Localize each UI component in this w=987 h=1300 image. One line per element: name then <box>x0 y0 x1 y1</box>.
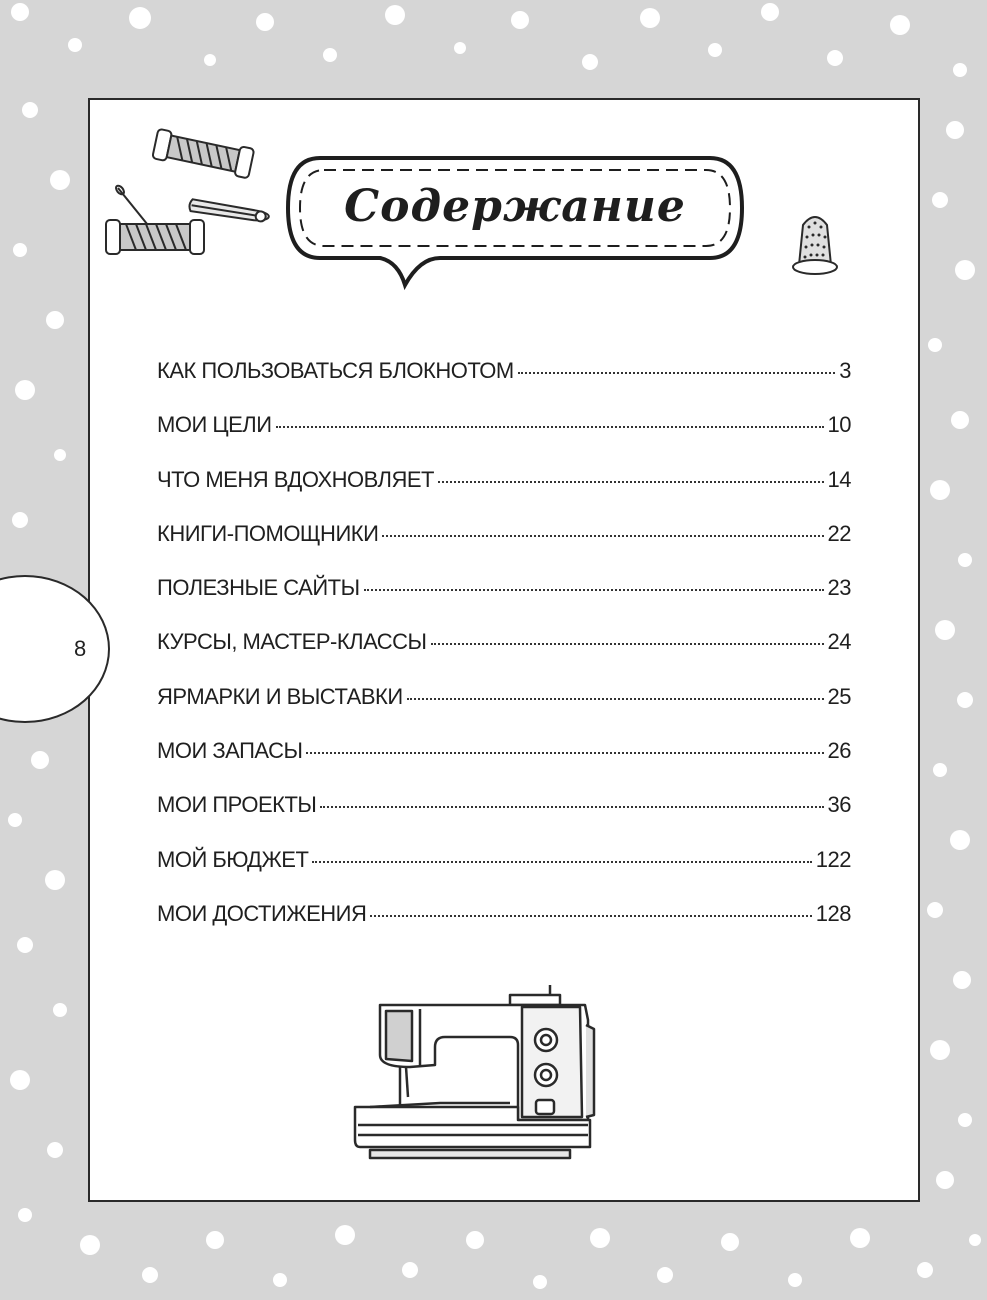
dot-leader <box>364 589 824 591</box>
toc-page-number: 26 <box>827 738 851 764</box>
toc-row[interactable] <box>157 412 851 466</box>
dot-leader <box>518 372 836 374</box>
dot-leader <box>320 806 823 808</box>
toc-page-number: 24 <box>827 629 851 655</box>
dot-leader <box>382 535 823 537</box>
toc-page-number: 128 <box>815 900 851 926</box>
toc-label: КУРСЫ, МАСТЕР-КЛАССЫ <box>157 629 427 655</box>
toc-row[interactable] <box>157 629 851 683</box>
toc-label: МОИ ДОСТИЖЕНИЯ <box>157 900 367 926</box>
toc-row[interactable] <box>157 738 851 792</box>
dot-leader <box>370 915 811 917</box>
sewing-machine-icon <box>350 985 600 1165</box>
toc-page-number: 23 <box>827 575 851 601</box>
toc-label: КНИГИ-ПОМОЩНИКИ <box>157 520 379 546</box>
toc-label: ЯРМАРКИ И ВЫСТАВКИ <box>157 683 403 709</box>
toc-page-number: 14 <box>827 466 851 492</box>
toc-page-number: 36 <box>827 792 851 818</box>
page-title: Содержание <box>344 181 686 232</box>
dot-leader <box>276 426 824 428</box>
dot-leader <box>312 861 811 863</box>
toc-label: МОЙ БЮДЖЕТ <box>157 846 309 872</box>
dot-leader <box>407 698 824 700</box>
toc-row[interactable] <box>157 792 851 846</box>
page-number: 8 <box>74 636 87 661</box>
toc-row[interactable] <box>157 901 851 955</box>
thread-spool-icon <box>150 125 260 185</box>
toc-label: МОИ ЗАПАСЫ <box>157 738 303 764</box>
toc-page-number: 22 <box>827 520 851 546</box>
toc-label: ПОЛЕЗНЫЕ САЙТЫ <box>157 575 360 601</box>
needle-icon <box>100 180 210 270</box>
dot-leader <box>306 752 823 754</box>
toc-row[interactable] <box>157 575 851 629</box>
toc-row[interactable] <box>157 521 851 575</box>
table-of-contents <box>157 358 851 955</box>
toc-page-number: 10 <box>827 412 851 438</box>
toc-page-number: 122 <box>815 846 851 872</box>
dot-leader <box>431 643 824 645</box>
thimble-icon <box>785 205 845 280</box>
toc-label: ЧТО МЕНЯ ВДОХНОВЛЯЕТ <box>157 466 434 492</box>
toc-label: МОИ ЦЕЛИ <box>157 412 272 438</box>
toc-row[interactable] <box>157 684 851 738</box>
toc-row[interactable] <box>157 847 851 901</box>
toc-label: КАК ПОЛЬЗОВАТЬСЯ БЛОКНОТОМ <box>157 358 514 383</box>
toc-label: МОИ ПРОЕКТЫ <box>157 792 317 818</box>
toc-page-number: 3 <box>839 358 851 383</box>
toc-row[interactable] <box>157 358 851 412</box>
toc-row[interactable] <box>157 467 851 521</box>
toc-page-number: 25 <box>827 683 851 709</box>
dot-leader <box>438 481 824 483</box>
